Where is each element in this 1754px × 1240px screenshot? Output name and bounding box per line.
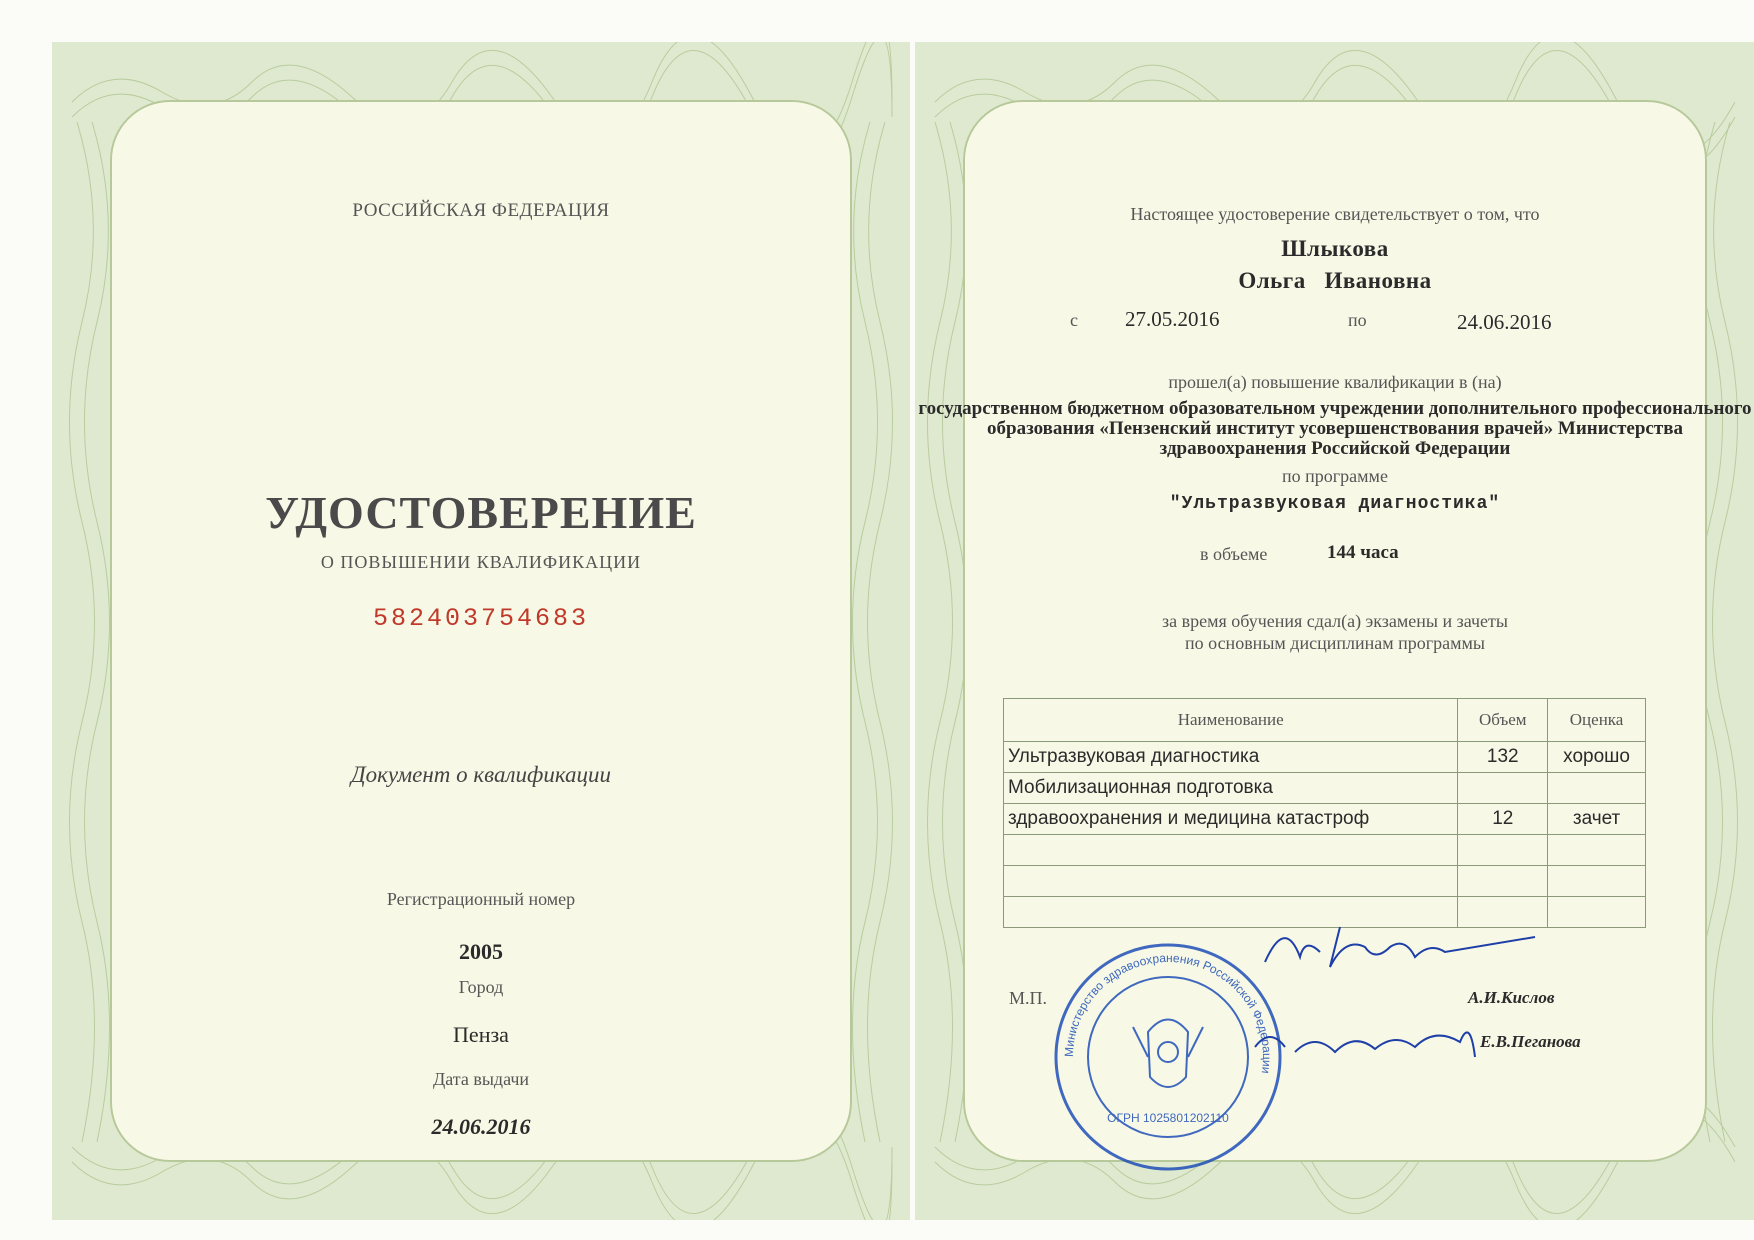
discipline-name: Мобилизационная подготовка [1004,773,1458,804]
exams-line-1: за время обучения сдал(а) экзамены и зачеты [1161,611,1509,631]
svg-text:Министерство здравоохранения Р [1062,951,1274,1075]
period-from-date: 27.05.2016 [1125,307,1220,331]
table-row [1004,742,1646,773]
column-header-name: Наименование [1004,699,1458,742]
issue-date: 24.06.2016 [431,1114,531,1139]
document-kind: Документ о квалификации [350,762,612,787]
column-header-grade: Оценка [1548,699,1646,742]
country-label: РОССИЙСКАЯ ФЕДЕРАЦИЯ [352,200,610,221]
signatory-1-name: А.И.Кислов [1468,988,1555,1007]
passed-text: прошел(а) повышение квалификации в (на) [1168,372,1502,392]
certificate-details-page [915,42,1754,1220]
table-row [1004,835,1646,866]
column-header-volume: Объем [1458,699,1548,742]
exams-line-2: по основным дисциплинам программы [1184,633,1485,653]
discipline-volume: 12 [1458,804,1548,835]
intro-text: Настоящее удостоверение свидетельствует о том, что [1130,204,1540,224]
discipline-volume [1458,773,1548,804]
period-from-label: с [1070,310,1078,330]
exams-text [915,610,1754,654]
holder-surname: Шлыкова [1281,236,1389,261]
discipline-grade: зачет [1548,804,1646,835]
holder-given-names: Ольга Ивановна [1238,268,1432,293]
discipline-grade [1548,773,1646,804]
discipline-grade [1548,897,1646,928]
issue-date-label: Дата выдачи [432,1069,530,1089]
table-row [1004,866,1646,897]
city-value: Пенза [453,1022,509,1047]
discipline-name [1004,835,1458,866]
discipline-name [1004,866,1458,897]
serial-number: 582403754683 [372,604,590,633]
registration-label: Регистрационный номер [386,889,576,909]
period-to-date: 24.06.2016 [1457,310,1552,334]
signatory-2-name: Е.В.Пеганова [1480,1032,1581,1051]
city-label: Город [458,977,504,997]
program-name: "Ультразвуковая диагностика" [1169,494,1501,514]
discipline-grade: хорошо [1548,742,1646,773]
certificate-title: УДОСТОВЕРЕНИЕ [265,487,697,538]
certificate-subtitle: О ПОВЫШЕНИИ КВАЛИФИКАЦИИ [320,552,642,572]
table-row [1004,773,1646,804]
certificate-cover-page [52,42,910,1220]
program-label: по программе [1282,466,1388,486]
discipline-volume [1458,866,1548,897]
stamp-center-text: ОГРН 1025801202110 [1107,1111,1229,1125]
coat-of-arms-icon [1133,1020,1203,1088]
discipline-name: Ультразвуковая диагностика [1004,742,1458,773]
registration-number: 2005 [459,939,503,964]
stamp-ring-text: Министерство здравоохранения Российской Федерации [1061,950,1275,1075]
stamp-place-label: М.П. [1009,988,1048,1008]
disciplines-table [1003,698,1646,928]
signature-1-mark [1245,907,1545,987]
signature-2-mark [1245,1007,1495,1067]
discipline-name: здравоохранения и медицина катастроф [1004,804,1458,835]
table-header-row [1004,699,1646,742]
discipline-grade [1548,866,1646,897]
period-to-label: по [1348,310,1367,330]
discipline-volume: 132 [1458,742,1548,773]
volume-value: 144 часа [1327,542,1399,563]
institution-name: государственном бюджетном образовательном учреждении дополнительного профессионального образования «Пензенский институт усовершенствования врачей» Министерства здравоохранения Российской Федерации [918,398,1752,459]
discipline-grade [1548,835,1646,866]
volume-label: в объеме [1200,544,1268,564]
table-row [1004,804,1646,835]
discipline-volume [1458,835,1548,866]
